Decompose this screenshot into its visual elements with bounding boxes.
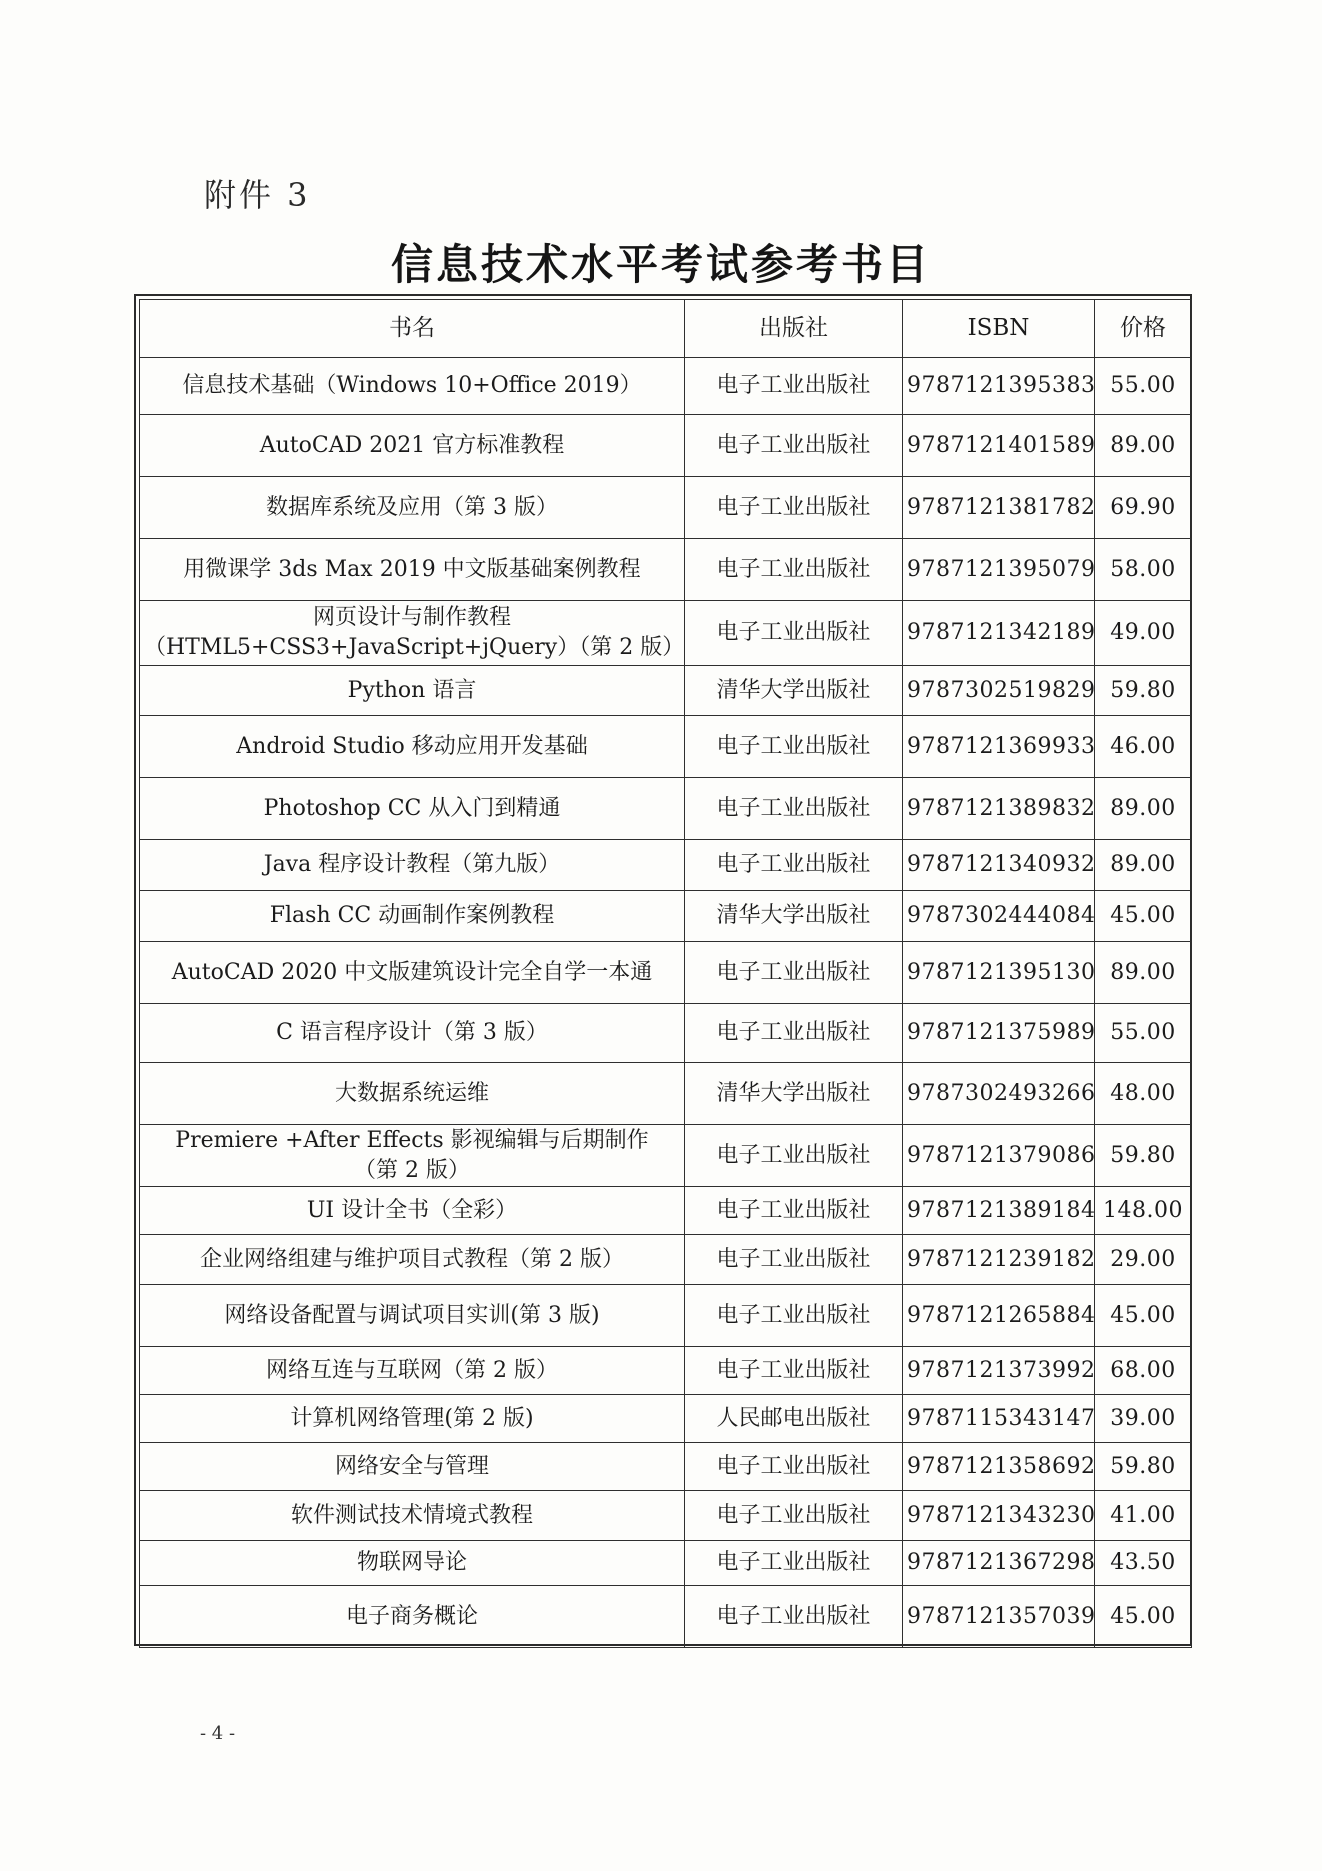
header-price: 价格 <box>1095 300 1192 358</box>
book-name-cell <box>140 1235 685 1285</box>
book-name: 网络设备配置与调试项目实训(第 3 版) <box>224 1302 600 1328</box>
book-name-cell <box>140 601 685 666</box>
book-name: Android Studio 移动应用开发基础 <box>236 733 588 759</box>
price-cell: 89.00 <box>1095 778 1192 840</box>
table-row <box>140 778 1192 840</box>
book-name: UI 设计全书（全彩） <box>306 1197 518 1223</box>
book-name: AutoCAD 2020 中文版建筑设计完全自学一本通 <box>171 959 653 985</box>
attachment-label: 附件 3 <box>204 176 311 214</box>
book-name: 数据库系统及应用（第 3 版） <box>266 494 558 520</box>
book-name: 物联网导论 <box>356 1550 467 1576</box>
book-name: AutoCAD 2021 官方标准教程 <box>259 432 565 458</box>
price-cell: 89.00 <box>1095 942 1192 1004</box>
isbn-cell: 9787302444084 <box>903 891 1095 942</box>
price-cell: 58.00 <box>1095 539 1192 601</box>
price-cell: 55.00 <box>1095 1004 1192 1063</box>
publisher-cell: 电子工业出版社 <box>685 1443 903 1491</box>
book-name: 网络互连与互联网（第 2 版） <box>266 1357 558 1383</box>
header-isbn: ISBN <box>903 300 1095 358</box>
publisher-cell: 电子工业出版社 <box>685 358 903 415</box>
price-cell: 49.00 <box>1095 601 1192 666</box>
publisher-cell: 电子工业出版社 <box>685 716 903 778</box>
publisher-cell: 电子工业出版社 <box>685 942 903 1004</box>
isbn-cell: 9787115343147 <box>903 1395 1095 1443</box>
price-cell: 59.80 <box>1095 666 1192 716</box>
book-name-cell <box>140 891 685 942</box>
isbn-cell: 9787121265884 <box>903 1285 1095 1347</box>
book-list-table <box>139 299 1192 1648</box>
table-row <box>140 1235 1192 1285</box>
book-name-line2: （HTML5+CSS3+JavaScript+jQuery）（第 2 版） <box>144 635 685 660</box>
price-cell: 68.00 <box>1095 1347 1192 1395</box>
table-row <box>140 891 1192 942</box>
publisher-cell: 清华大学出版社 <box>685 891 903 942</box>
price-cell: 89.00 <box>1095 840 1192 891</box>
publisher-cell: 电子工业出版社 <box>685 539 903 601</box>
isbn-cell: 9787302519829 <box>903 666 1095 716</box>
book-name: Premiere +After Effects 影视编辑与后期制作 <box>175 1127 649 1153</box>
book-name: 用微课学 3ds Max 2019 中文版基础案例教程 <box>183 556 641 582</box>
table-row <box>140 1285 1192 1347</box>
book-name-cell <box>140 716 685 778</box>
price-cell: 39.00 <box>1095 1395 1192 1443</box>
isbn-cell: 9787121389184 <box>903 1187 1095 1235</box>
publisher-cell: 电子工业出版社 <box>685 415 903 477</box>
table-row <box>140 1187 1192 1235</box>
header-publisher: 出版社 <box>685 300 903 358</box>
table-row <box>140 1586 1192 1648</box>
isbn-cell: 9787121389832 <box>903 778 1095 840</box>
book-name-cell <box>140 477 685 539</box>
book-name: Java 程序设计教程（第九版） <box>263 852 561 878</box>
table-row <box>140 358 1192 415</box>
isbn-cell: 9787121373992 <box>903 1347 1095 1395</box>
book-name-cell <box>140 666 685 716</box>
table-row <box>140 1347 1192 1395</box>
book-name-cell <box>140 1586 685 1648</box>
publisher-cell: 电子工业出版社 <box>685 1586 903 1648</box>
price-cell: 43.50 <box>1095 1541 1192 1586</box>
book-name: 企业网络组建与维护项目式教程（第 2 版） <box>200 1246 624 1272</box>
isbn-cell: 9787121340932 <box>903 840 1095 891</box>
book-name: 大数据系统运维 <box>334 1080 489 1106</box>
isbn-cell: 9787121379086 <box>903 1125 1095 1187</box>
book-name: 软件测试技术情境式教程 <box>290 1502 533 1528</box>
price-cell: 46.00 <box>1095 716 1192 778</box>
isbn-cell: 9787121401589 <box>903 415 1095 477</box>
isbn-cell: 9787121239182 <box>903 1235 1095 1285</box>
book-name-cell <box>140 1004 685 1063</box>
book-name: Photoshop CC 从入门到精通 <box>263 795 561 821</box>
table-row <box>140 1004 1192 1063</box>
publisher-cell: 电子工业出版社 <box>685 601 903 666</box>
table-row <box>140 1491 1192 1541</box>
table-row <box>140 716 1192 778</box>
price-cell: 55.00 <box>1095 358 1192 415</box>
book-name-cell <box>140 1347 685 1395</box>
isbn-cell: 9787121367298 <box>903 1541 1095 1586</box>
publisher-cell: 电子工业出版社 <box>685 1347 903 1395</box>
book-name-cell <box>140 1285 685 1347</box>
book-name: 电子商务概论 <box>345 1603 478 1629</box>
page-title: 信息技术水平考试参考书目 <box>390 240 931 289</box>
book-name-cell <box>140 778 685 840</box>
publisher-cell: 电子工业出版社 <box>685 1004 903 1063</box>
book-name-cell <box>140 1443 685 1491</box>
price-cell: 45.00 <box>1095 1285 1192 1347</box>
page-number: - 4 - <box>200 1723 236 1744</box>
publisher-cell: 人民邮电出版社 <box>685 1395 903 1443</box>
book-name-cell <box>140 1491 685 1541</box>
price-cell: 45.00 <box>1095 891 1192 942</box>
book-name: 网络安全与管理 <box>334 1453 489 1479</box>
book-name: 网页设计与制作教程 <box>312 605 511 631</box>
book-name-cell <box>140 1395 685 1443</box>
publisher-cell: 电子工业出版社 <box>685 1541 903 1586</box>
table-row <box>140 415 1192 477</box>
price-cell: 59.80 <box>1095 1125 1192 1187</box>
table-row <box>140 539 1192 601</box>
book-name-cell <box>140 415 685 477</box>
table-row <box>140 1541 1192 1586</box>
table-row <box>140 840 1192 891</box>
book-name: Python 语言 <box>347 677 477 703</box>
book-name-cell <box>140 942 685 1004</box>
table-row <box>140 942 1192 1004</box>
book-name-cell <box>140 840 685 891</box>
book-name-cell <box>140 1063 685 1125</box>
price-cell: 29.00 <box>1095 1235 1192 1285</box>
book-name: C 语言程序设计（第 3 版） <box>276 1020 548 1046</box>
table-row <box>140 1443 1192 1491</box>
book-name-cell <box>140 1187 685 1235</box>
publisher-cell: 电子工业出版社 <box>685 1235 903 1285</box>
isbn-cell: 9787121357039 <box>903 1586 1095 1648</box>
publisher-cell: 电子工业出版社 <box>685 778 903 840</box>
publisher-cell: 清华大学出版社 <box>685 666 903 716</box>
price-cell: 45.00 <box>1095 1586 1192 1648</box>
book-name-cell <box>140 539 685 601</box>
price-cell: 59.80 <box>1095 1443 1192 1491</box>
table-header-row <box>140 300 1192 358</box>
book-name: 计算机网络管理(第 2 版) <box>290 1405 534 1431</box>
table-row <box>140 1125 1192 1187</box>
isbn-cell: 9787121369933 <box>903 716 1095 778</box>
price-cell: 89.00 <box>1095 415 1192 477</box>
publisher-cell: 电子工业出版社 <box>685 1285 903 1347</box>
isbn-cell: 9787121381782 <box>903 477 1095 539</box>
table-row <box>140 666 1192 716</box>
publisher-cell: 清华大学出版社 <box>685 1063 903 1125</box>
publisher-cell: 电子工业出版社 <box>685 477 903 539</box>
table-row <box>140 601 1192 666</box>
price-cell: 69.90 <box>1095 477 1192 539</box>
isbn-cell: 9787121342189 <box>903 601 1095 666</box>
isbn-cell: 9787121375989 <box>903 1004 1095 1063</box>
table-row <box>140 1063 1192 1125</box>
price-cell: 41.00 <box>1095 1491 1192 1541</box>
isbn-cell: 9787121395130 <box>903 942 1095 1004</box>
book-name: Flash CC 动画制作案例教程 <box>269 903 555 929</box>
book-name-cell <box>140 1541 685 1586</box>
book-name: 信息技术基础（Windows 10+Office 2019） <box>182 373 642 399</box>
book-list-table-frame <box>134 294 1192 1646</box>
table-row <box>140 1395 1192 1443</box>
publisher-cell: 电子工业出版社 <box>685 840 903 891</box>
publisher-cell: 电子工业出版社 <box>685 1491 903 1541</box>
isbn-cell: 9787302493266 <box>903 1063 1095 1125</box>
isbn-cell: 9787121395079 <box>903 539 1095 601</box>
book-name-line2: （第 2 版） <box>354 1157 470 1183</box>
book-name-cell <box>140 358 685 415</box>
isbn-cell: 9787121395383 <box>903 358 1095 415</box>
price-cell: 48.00 <box>1095 1063 1192 1125</box>
header-book-name: 书名 <box>140 300 685 358</box>
isbn-cell: 9787121358692 <box>903 1443 1095 1491</box>
table-row <box>140 477 1192 539</box>
publisher-cell: 电子工业出版社 <box>685 1187 903 1235</box>
book-name-cell <box>140 1125 685 1187</box>
isbn-cell: 9787121343230 <box>903 1491 1095 1541</box>
publisher-cell: 电子工业出版社 <box>685 1125 903 1187</box>
price-cell: 148.00 <box>1095 1187 1192 1235</box>
